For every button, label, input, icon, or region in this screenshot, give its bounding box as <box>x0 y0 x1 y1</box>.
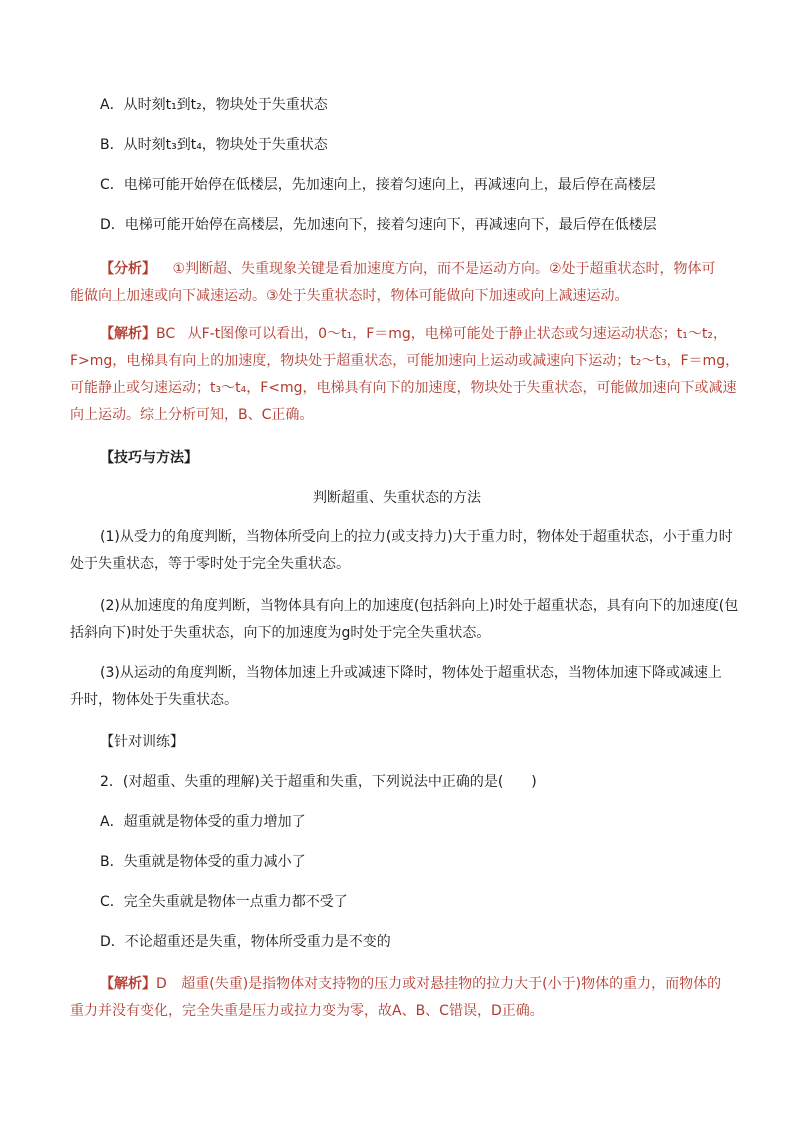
solution-label: 【解析】 <box>100 326 156 342</box>
tips-paragraph-3 <box>70 660 730 714</box>
option-b: B．从时刻t₃到t₄，物块处于失重状态 <box>100 137 328 153</box>
analysis-label: 【分析】 <box>100 261 156 277</box>
solution-paragraph <box>70 321 740 429</box>
solution-line-3: 可能静止或匀速运动；t₃～t₄，F<mg，电梯具有向下的加速度，物块处于失重状态，可能做加速向下或减速 <box>70 380 737 396</box>
solution-line-4: 向上运动。综上分析可知，B、C正确。 <box>70 407 314 423</box>
training-option-d: D．不论超重还是失重，物体所受重力是不变的 <box>100 934 391 950</box>
training-solution-line-1: 超重(失重)是指物体对支持物的压力或对悬挂物的拉力大于(小于)物体的重力，而物体的 <box>181 976 722 992</box>
training-solution-label: 【解析】 <box>100 976 156 992</box>
option-c: C．电梯可能开始停在低楼层，先加速向上，接着匀速向上，再减速向上，最后停在高楼层 <box>100 177 656 193</box>
analysis-paragraph <box>70 256 730 310</box>
tips-p1-line-1: (1)从受力的角度判断，当物体所受向上的拉力(或支持力)大于重力时，物体处于超重状态，小于重力时 <box>100 529 733 545</box>
tips-title: 判断超重、失重状态的方法 <box>313 490 481 506</box>
analysis-line-2: 能做向上加速或向下减速运动。③处于失重状态时，物体可能做向下加速或向上减速运动。 <box>70 288 629 304</box>
tips-paragraph-2 <box>70 593 739 647</box>
training-solution-answer: D <box>156 976 167 992</box>
training-option-b: B．失重就是物体受的重力减小了 <box>100 854 306 870</box>
solution-line-2: F>mg，电梯具有向上的加速度，物块处于超重状态，可能加速向上运动或减速向下运动；t₂～t₃，F＝mg， <box>70 353 740 369</box>
tips-p2-line-1: (2)从加速度的角度判断，当物体具有向上的加速度(包括斜向上)时处于超重状态，具有向下的加速度(包 <box>100 598 739 614</box>
solution-line-1: 从F-t图像可以看出，0～t₁，F＝mg，电梯可能处于静止状态或匀速运动状态；t₁～t₂， <box>187 326 727 342</box>
tips-p3-line-1: (3)从运动的角度判断，当物体加速上升或减速下降时，物体处于超重状态，当物体加速下降或减速上 <box>100 665 722 681</box>
tips-paragraph-1 <box>70 524 733 578</box>
tips-p3-line-2: 升时，物体处于失重状态。 <box>70 692 238 708</box>
training-option-a: A．超重就是物体受的重力增加了 <box>100 814 306 830</box>
solution-answer: BC <box>156 326 176 342</box>
analysis-line-1: ①判断超、失重现象关键是看加速度方向，而不是运动方向。②处于超重状态时，物体可 <box>172 261 716 277</box>
tips-label: 【技巧与方法】 <box>100 450 198 466</box>
option-d: D．电梯可能开始停在高楼层，先加速向下，接着匀速向下，再减速向下，最后停在低楼层 <box>100 217 657 233</box>
tips-p2-line-2: 括斜向下)时处于失重状态，向下的加速度为g时处于完全失重状态。 <box>70 625 491 641</box>
training-option-c: C．完全失重就是物体一点重力都不受了 <box>100 894 348 910</box>
training-solution-line-2: 重力并没有变化，完全失重是压力或拉力变为零，故A、B、C错误，D正确。 <box>70 1003 544 1019</box>
tips-p1-line-2: 处于失重状态，等于零时处于完全失重状态。 <box>70 556 350 572</box>
training-question: 2．(对超重、失重的理解)关于超重和失重，下列说法中正确的是( ) <box>100 774 537 790</box>
option-a: A．从时刻t₁到t₂，物块处于失重状态 <box>100 97 328 113</box>
training-solution-paragraph <box>70 971 730 1025</box>
training-label: 【针对训练】 <box>100 734 184 750</box>
